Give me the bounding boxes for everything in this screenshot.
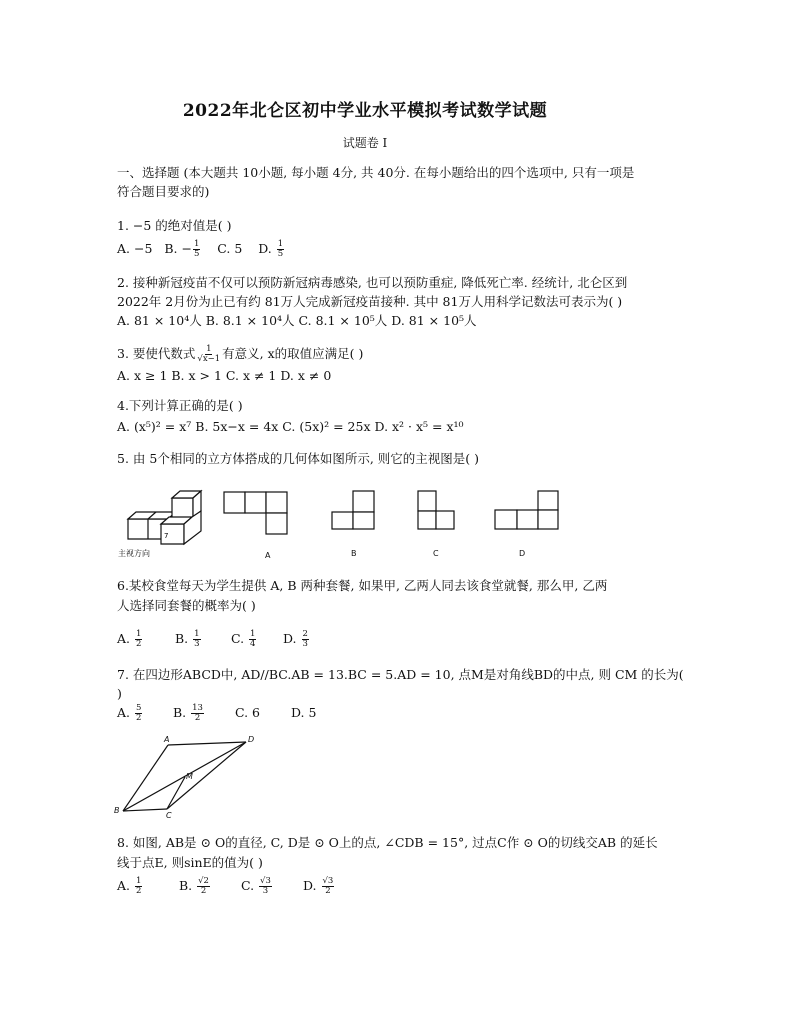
q6-a-num: 1	[136, 629, 142, 639]
q6-option-c	[231, 630, 279, 649]
exam-title: 2022年北仑区初中学业水平模拟考试数学试题	[182, 101, 548, 121]
q2-stem-line1: 2. 接种新冠疫苗不仅可以预防新冠病毒感染, 也可以预防重症, 降低死亡率. 经统计, 北仑区到	[117, 275, 628, 290]
q7-stem-line2: )	[117, 686, 122, 701]
q5-label-c: C	[433, 549, 439, 558]
q8-d-fraction	[322, 877, 335, 896]
q7-option-b	[173, 704, 231, 723]
q6-b-num: 1	[194, 629, 200, 639]
q3-stem-prefix: 3. 要使代数式	[117, 346, 196, 361]
q5-option-c-figure	[418, 491, 454, 529]
q5-label-b: B	[351, 549, 357, 558]
q8-d-num: √3	[322, 876, 334, 886]
q6-stem-line2: 人选择同套餐的概率为( )	[117, 598, 256, 613]
q1-b-num: 1	[193, 239, 200, 249]
q7-b-prefix: B.	[172, 705, 187, 720]
section-header-line1: 一、选择题 (本大题共 10小题, 每小题 4分, 共 40分. 在每小题给出的四个选项中, 只有一项是	[117, 165, 635, 180]
q5-option-b-figure	[332, 491, 374, 529]
q7-a-prefix: A.	[117, 705, 131, 720]
q7-label-c: C	[166, 811, 172, 820]
q8-c-num: √3	[260, 876, 271, 886]
q8-option-b	[179, 877, 237, 896]
q4-stem: 4.下列计算正确的是( )	[117, 398, 243, 413]
q8-b-den: 2	[200, 886, 207, 896]
q7-quadrilateral-figure	[123, 742, 246, 811]
q7-label-a: A	[164, 735, 170, 744]
q5-option-a-figure	[224, 492, 287, 534]
q7-option-c: C. 6	[234, 705, 260, 720]
q1-b-den: 5	[193, 249, 200, 259]
q8-option-a	[117, 877, 175, 896]
q6-c-fraction	[249, 630, 256, 649]
q6-a-den: 2	[136, 639, 142, 649]
q8-b-prefix: B.	[178, 878, 193, 893]
q1-option-d-prefix: D.	[258, 241, 272, 256]
q8-c-den: 3	[262, 886, 269, 896]
q6-c-num: 1	[250, 629, 256, 639]
q7-stem-line1: 7. 在四边形ABCD中, AD//BC.AB = 13.BC = 5.AD = 10, 点M是对角线BD的中点, 则 CM 的长为(	[117, 667, 684, 682]
q6-d-fraction	[302, 630, 309, 649]
q1-option-c: C. 5	[217, 241, 243, 256]
paper-subtitle: 试题卷 I	[342, 136, 388, 150]
section-header-line2: 符合题目要求的)	[117, 184, 210, 199]
q8-d-den: 2	[325, 886, 331, 896]
q1-stem: 1. −5 的绝对值是( )	[117, 218, 232, 233]
q6-c-den: 4	[250, 639, 256, 649]
q8-stem-line2: 线于点E, 则sinE的值为( )	[117, 855, 263, 870]
q7-label-d: D	[248, 735, 255, 744]
q7-a-num: 5	[136, 703, 142, 713]
q7-b-num: 13	[192, 703, 203, 713]
q3-options: A. x ≥ 1 B. x > 1 C. x ≠ 1 D. x ≠ 0	[117, 368, 332, 383]
q6-option-a	[117, 630, 171, 649]
q8-options	[117, 877, 335, 896]
q8-option-c	[241, 877, 299, 896]
q6-option-d	[282, 629, 310, 649]
q8-stem-line1: 8. 如图, AB是 ⊙ O的直径, C, D是 ⊙ O上的点, ∠CDB = 15°, 过点C作 ⊙ O的切线交AB 的延长	[117, 835, 658, 850]
q8-a-fraction	[135, 877, 142, 896]
q7-options	[117, 704, 316, 723]
q6-b-fraction	[193, 630, 200, 649]
q6-d-den: 3	[302, 639, 308, 649]
q1-option-a: A. −5	[117, 241, 153, 256]
q8-b-num: √2	[198, 876, 209, 886]
q3-frac-den: √x−1	[197, 354, 221, 364]
q1-d-den: 5	[277, 249, 284, 259]
q6-options	[117, 630, 310, 649]
q5-label-a: A	[265, 551, 271, 560]
q5-stem: 5. 由 5个相同的立方体搭成的几何体如图所示, 则它的主视图是( )	[117, 451, 480, 466]
q7-a-den: 2	[136, 713, 142, 723]
q2-options: A. 81 × 10⁴人 B. 8.1 × 10⁴人 C. 8.1 × 10⁵人 D. 81 × 10⁵人	[117, 313, 477, 328]
q7-label-b: B	[114, 806, 120, 815]
q6-d-prefix: D.	[282, 631, 297, 646]
q6-b-prefix: B.	[174, 631, 189, 646]
q1-option-b-prefix: B. −	[164, 241, 192, 256]
q6-stem-line1: 6.某校食堂每天为学生提供 A, B 两种套餐, 如果甲, 乙两人同去该食堂就餐, 那么甲, 乙两	[117, 578, 608, 593]
q8-c-fraction	[259, 877, 272, 896]
q7-option-a	[117, 704, 169, 723]
q6-b-den: 3	[194, 639, 200, 649]
q7-option-d: D. 5	[290, 705, 317, 720]
q5-direction-label: 主视方向	[118, 549, 150, 558]
q5-label-d: D	[519, 549, 526, 558]
q5-solid-figure	[128, 491, 201, 544]
q6-c-prefix: C.	[230, 631, 245, 646]
q6-a-prefix: A.	[117, 631, 131, 646]
q6-option-b	[175, 630, 227, 649]
q7-b-fraction	[191, 704, 204, 723]
q8-c-prefix: C.	[240, 878, 255, 893]
q4-options: A. (x⁵)² = x⁷ B. 5x−x = 4x C. (5x)² = 25x D. x² · x⁵ = x¹⁰	[117, 419, 464, 434]
q5-option-d-figure	[495, 491, 558, 529]
q1-d-num: 1	[277, 239, 284, 249]
svg-text:7: 7	[164, 532, 169, 540]
q6-d-num: 2	[302, 629, 308, 639]
q8-b-fraction	[197, 877, 210, 896]
q8-option-d	[302, 876, 335, 896]
q7-b-den: 2	[194, 713, 201, 723]
q3-frac-num: 1	[206, 344, 212, 354]
q8-a-num: 1	[136, 876, 142, 886]
q8-a-prefix: A.	[117, 878, 131, 893]
q8-a-den: 2	[136, 886, 142, 896]
q6-a-fraction	[135, 630, 142, 649]
q3-stem-suffix: 有意义, x的取值应满足( )	[222, 346, 364, 361]
q8-d-prefix: D.	[302, 878, 317, 893]
q2-stem-line2: 2022年 2月份为止已有约 81万人完成新冠疫苗接种. 其中 81万人用科学记数法可表示为( )	[117, 294, 623, 309]
q7-a-fraction	[135, 704, 142, 723]
q7-label-m: M	[186, 772, 193, 781]
